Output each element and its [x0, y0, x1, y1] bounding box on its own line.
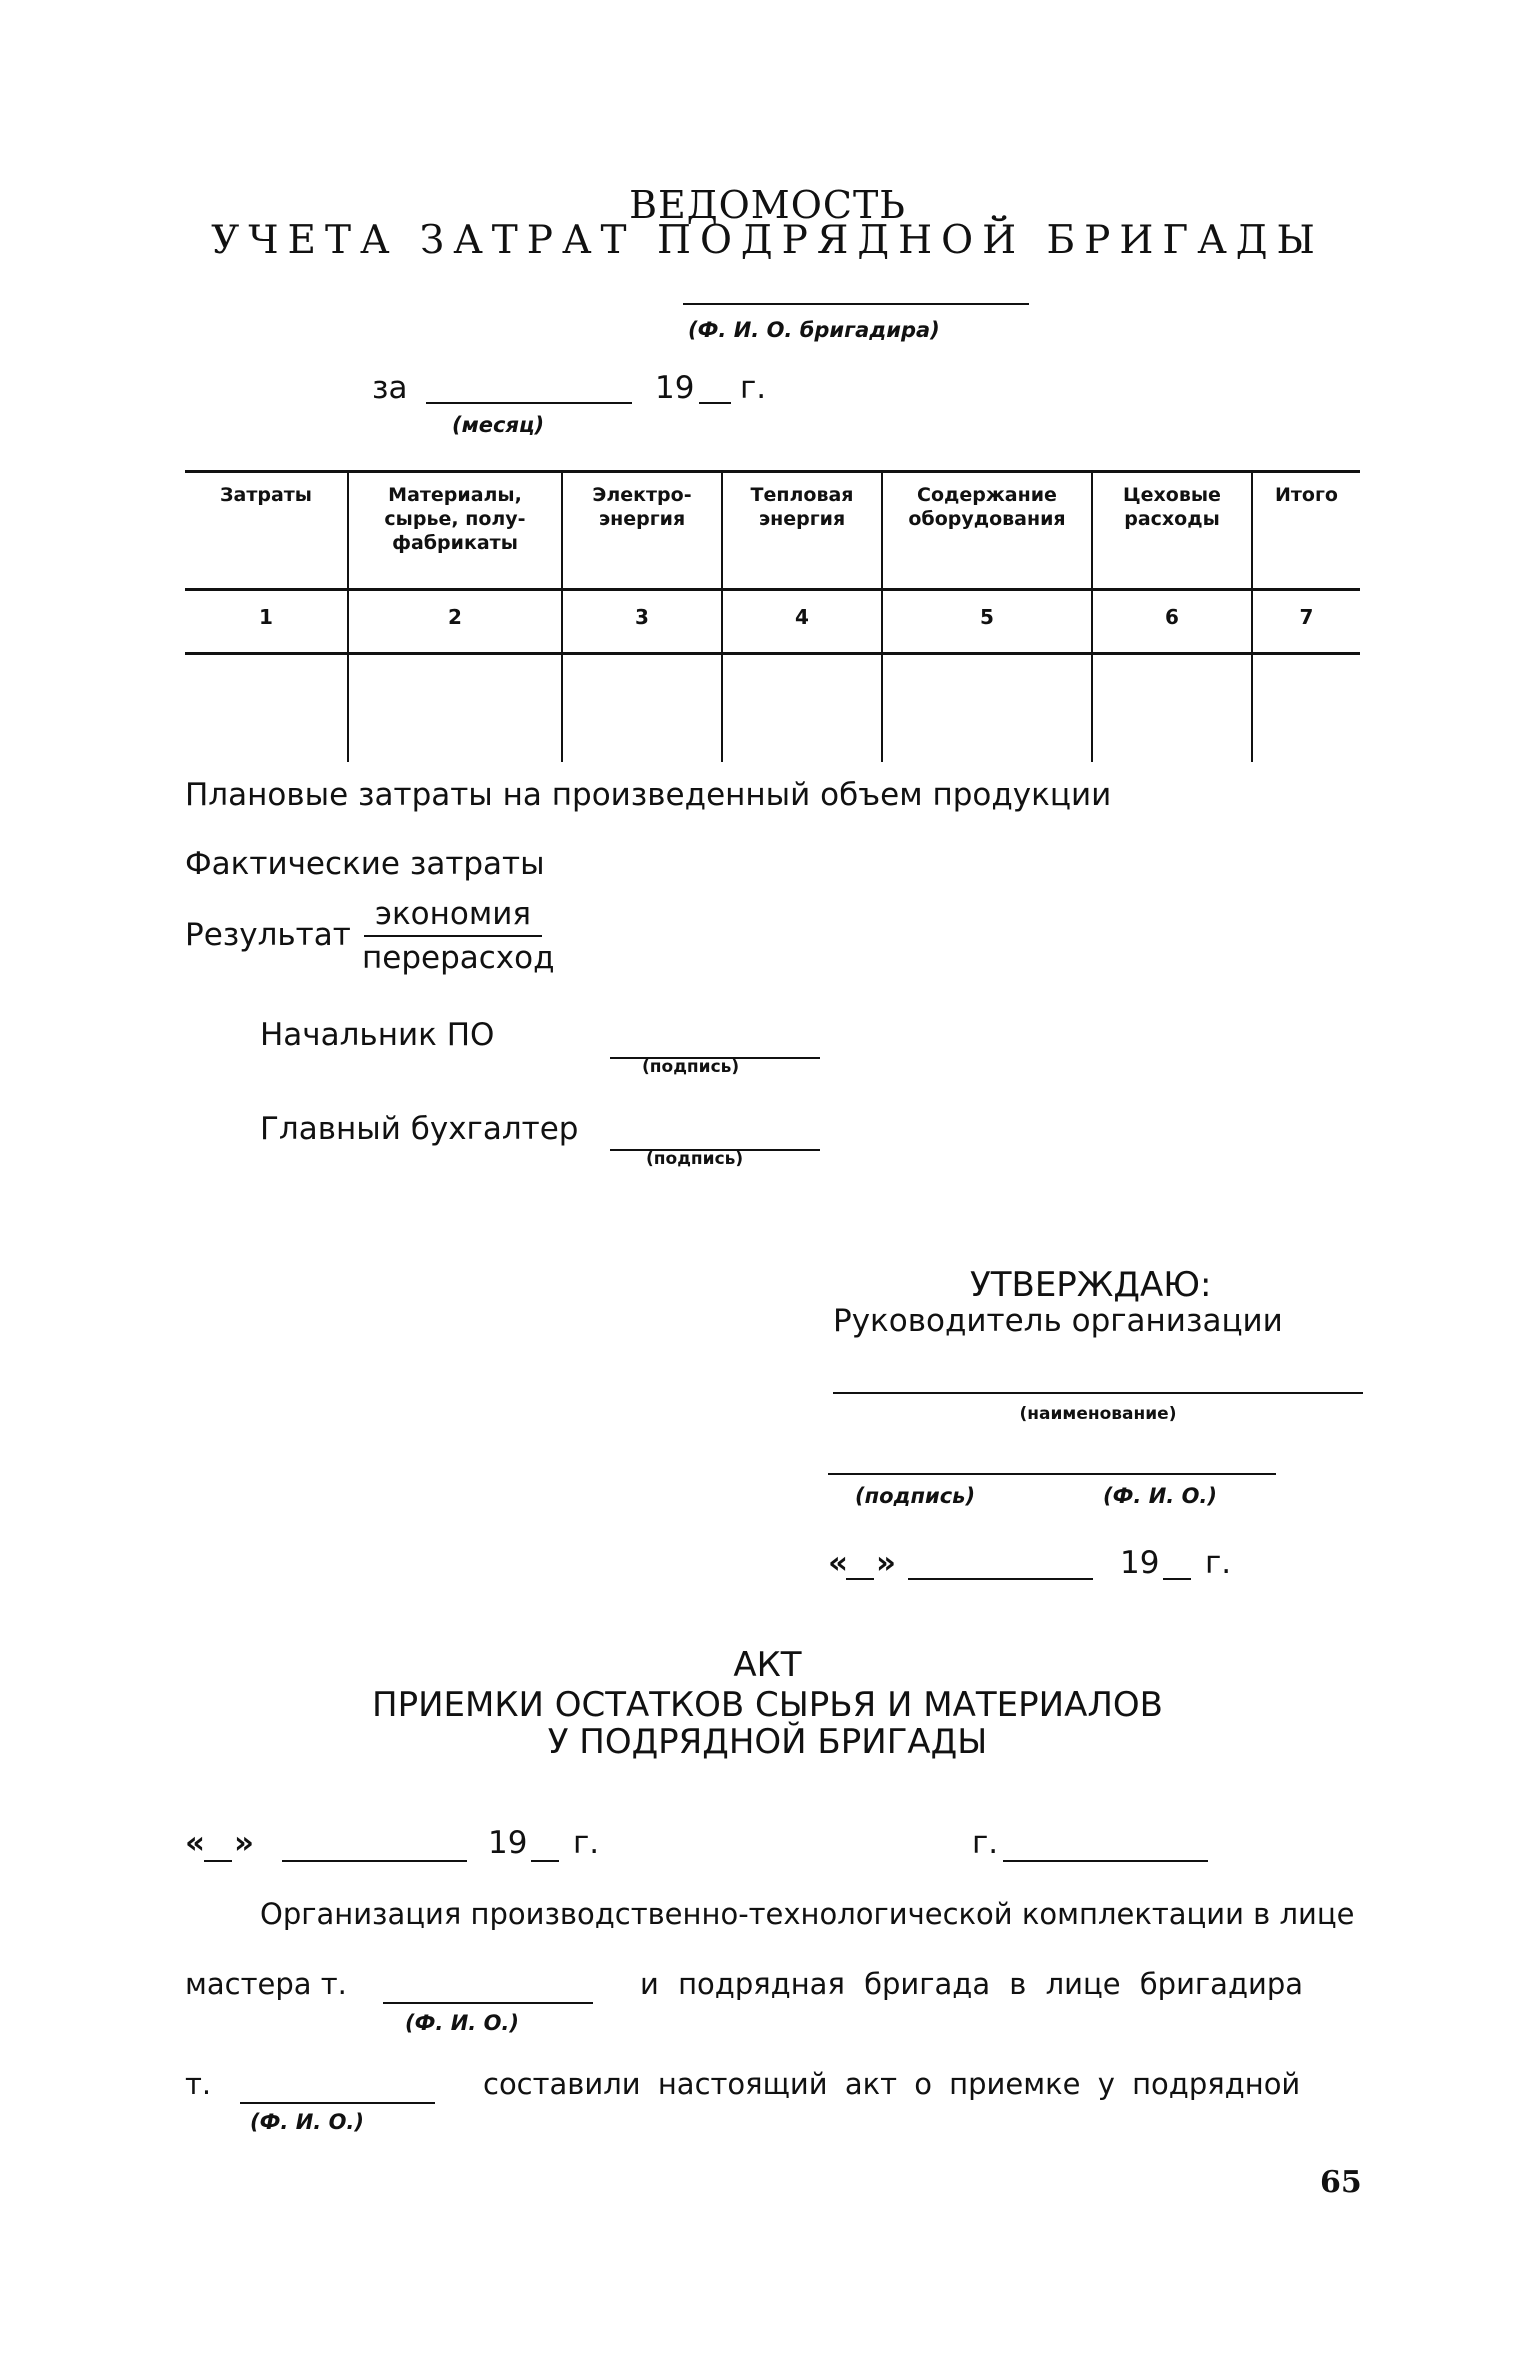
- brigadier-caption: (Ф. И. О. бригадира): [688, 318, 940, 342]
- chief-accountant-label: Главный бухгалтер: [260, 1111, 579, 1147]
- number-cell: 6: [1092, 590, 1252, 654]
- table-row: [185, 654, 1360, 763]
- empty-cell[interactable]: [882, 654, 1092, 763]
- empty-cell[interactable]: [562, 654, 722, 763]
- quote-close: »: [234, 1825, 255, 1861]
- signature-caption: (подпись): [855, 1484, 976, 1508]
- za-label: за: [372, 370, 408, 406]
- act-title: АКТ: [733, 1645, 802, 1685]
- empty-cell[interactable]: [185, 654, 348, 763]
- signature-caption: (подпись): [646, 1149, 744, 1169]
- number-cell: 5: [882, 590, 1092, 654]
- act-year-prefix: 19: [488, 1825, 528, 1861]
- number-cell: 1: [185, 590, 348, 654]
- page-number: 65: [1320, 2165, 1362, 2200]
- year-suffix: г.: [740, 370, 767, 406]
- quote-close: »: [876, 1545, 897, 1581]
- number-cell: 7: [1252, 590, 1360, 654]
- and-brigade-text: и подрядная бригада в лице бригадира: [640, 1967, 1304, 2001]
- t-label: т.: [185, 2067, 212, 2101]
- number-cell: 2: [348, 590, 562, 654]
- table-number-row: [185, 590, 1360, 654]
- header-cell: Материалы, сырье, полу- фабрикаты: [348, 472, 562, 590]
- vedomost-subtitle: УЧЕТА ЗАТРАТ ПОДРЯДНОЙ БРИГАДЫ: [211, 218, 1324, 263]
- result-label: Результат: [185, 917, 351, 953]
- empty-cell[interactable]: [722, 654, 882, 763]
- composed-text: составили настоящий акт о приемке у подрядной: [483, 2067, 1301, 2101]
- empty-cell[interactable]: [1252, 654, 1360, 763]
- number-cell: 4: [722, 590, 882, 654]
- approve-title: УТВЕРЖДАЮ:: [970, 1265, 1212, 1305]
- master-name-line[interactable]: [383, 2002, 593, 2004]
- act-year-line[interactable]: [531, 1860, 559, 1862]
- actual-costs: Фактические затраты: [185, 846, 545, 882]
- head-po-label: Начальник ПО: [260, 1017, 495, 1053]
- city-prefix: г.: [972, 1825, 999, 1861]
- overspend-label: перерасход: [362, 940, 555, 976]
- fio-caption: (Ф. И. О.): [1103, 1484, 1218, 1508]
- header-cell: Итого: [1252, 472, 1360, 590]
- empty-cell[interactable]: [1092, 654, 1252, 763]
- signature-caption: (подпись): [642, 1057, 740, 1077]
- fraction-line: [364, 935, 542, 937]
- fio-caption: (Ф. И. О.): [250, 2110, 365, 2134]
- header-cell: Электро- энергия: [562, 472, 722, 590]
- year-line[interactable]: [699, 402, 731, 404]
- act-month-line[interactable]: [282, 1860, 467, 1862]
- header-cell: Содержание оборудования: [882, 472, 1092, 590]
- fio-caption: (Ф. И. О.): [405, 2011, 520, 2035]
- brigadier-name-line-2[interactable]: [240, 2102, 435, 2104]
- header-cell: Цеховые расходы: [1092, 472, 1252, 590]
- organization-name-line[interactable]: [833, 1392, 1363, 1394]
- cost-table: [185, 470, 1360, 762]
- vedomost-title: ВЕДОМОСТЬ: [629, 183, 906, 227]
- approve-subtitle: Руководитель организации: [833, 1303, 1283, 1339]
- act-day-line[interactable]: [204, 1860, 232, 1862]
- table-header-row: [185, 472, 1360, 590]
- brigadier-name-line[interactable]: [683, 303, 1029, 305]
- master-label: мастера т.: [185, 1967, 347, 2001]
- quote-open: «: [828, 1545, 849, 1581]
- month-line[interactable]: [426, 402, 632, 404]
- act-paragraph: Организация производственно-технологической комплектации в лице: [260, 1897, 1355, 1931]
- header-cell: Затраты: [185, 472, 348, 590]
- city-line[interactable]: [1003, 1860, 1208, 1862]
- approve-year-suffix: г.: [1205, 1545, 1232, 1581]
- approver-signature-line[interactable]: [828, 1473, 1276, 1475]
- act-subtitle-2: У ПОДРЯДНОЙ БРИГАДЫ: [547, 1722, 988, 1762]
- economy-label: экономия: [374, 896, 532, 932]
- header-cell: Тепловая энергия: [722, 472, 882, 590]
- month-caption: (месяц): [452, 413, 545, 437]
- number-cell: 3: [562, 590, 722, 654]
- planned-costs: Плановые затраты на произведенный объем продукции: [185, 777, 1112, 813]
- approve-year-line[interactable]: [1163, 1578, 1191, 1580]
- quote-open: «: [185, 1825, 206, 1861]
- year-prefix: 19: [655, 370, 695, 406]
- name-caption: (наименование): [1019, 1404, 1177, 1424]
- approve-month-line[interactable]: [908, 1578, 1093, 1580]
- empty-cell[interactable]: [348, 654, 562, 763]
- act-subtitle: ПРИЕМКИ ОСТАТКОВ СЫРЬЯ И МАТЕРИАЛОВ: [372, 1685, 1163, 1725]
- act-year-suffix: г.: [573, 1825, 600, 1861]
- approve-day-line[interactable]: [846, 1578, 874, 1580]
- approve-year-prefix: 19: [1120, 1545, 1160, 1581]
